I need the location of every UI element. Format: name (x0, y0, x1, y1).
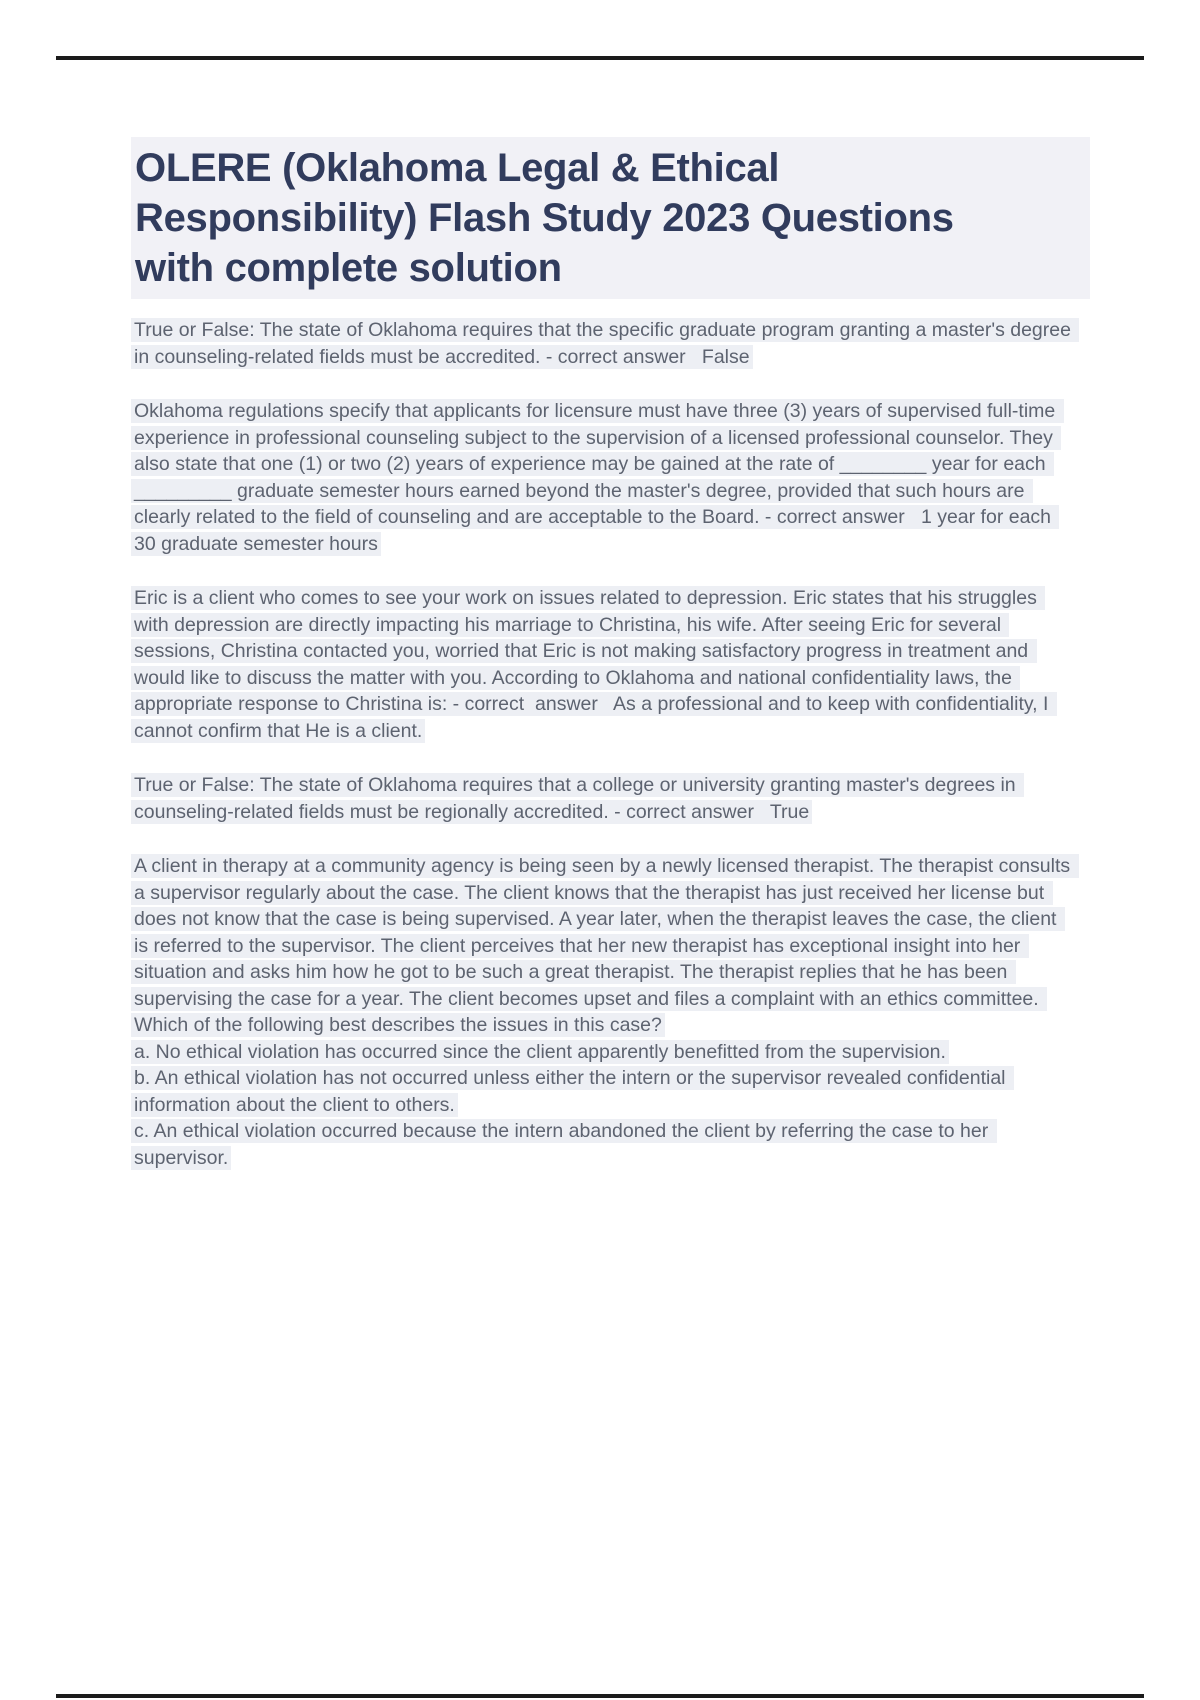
qa-line: A client in therapy at a community agency is being seen by a newly licensed therapist. The therapist consults a supervisor regularly about the case. The client knows that the therapist has just received her license but does not know that the case is being supervised. A year later, when the therapist leaves the case, the client is referred to the supervisor. The client perceives that her new therapist has exceptional insight into her situation and asks him how he got to be such a great therapist. The therapist replies that he has been supervising the case for a year. The client becomes upset and files a complaint with an ethics committee. Which of the following best describes the issues in this case? (131, 853, 1072, 1039)
page-title: OLERE (Oklahoma Legal & Ethical Responsibility) Flash Study 2023 Questions with complete solution (131, 137, 1090, 299)
qa-line: a. No ethical violation has occurred since the client apparently benefitted from the supervision. (131, 1039, 1072, 1066)
qa-line: c. An ethical violation occurred because the intern abandoned the client by referring the case to her supervisor. (131, 1118, 1072, 1171)
qa-line: Eric is a client who comes to see your work on issues related to depression. Eric states that his struggles with depression are directly impacting his marriage to Christina, his wife. After seeing Eric for several sessions, Christina contacted you, worried that Eric is not making satisfactory progress in treatment and would like to discuss the matter with you. According to Oklahoma and national confidentiality laws, the appropriate response to Christina is: - correct answer As a professional and to keep with confidentiality, I cannot confirm that He is a client. (131, 585, 1072, 744)
qa-block-1 (131, 317, 1090, 370)
bottom-rule (56, 1694, 1144, 1698)
qa-line: True or False: The state of Oklahoma requires that the specific graduate program granting a master's degree in counseling-related fields must be accredited. - correct answer False (131, 317, 1072, 370)
qa-line: Oklahoma regulations specify that applicants for licensure must have three (3) years of supervised full-time experience in professional counseling subject to the supervision of a licensed professional counselor. They also state that one (1) or two (2) years of experience may be gained at the rate of ________ year for each _________ graduate semester hours earned beyond the master's degree, provided that such hours are clearly related to the field of counseling and are acceptable to the Board. - correct answer 1 year for each 30 graduate semester hours (131, 398, 1072, 557)
qa-block-3 (131, 585, 1090, 744)
document-page (131, 137, 1090, 1199)
qa-block-5 (131, 853, 1090, 1171)
top-rule (56, 56, 1144, 60)
qa-line: b. An ethical violation has not occurred unless either the intern or the supervisor revealed confidential information about the client to others. (131, 1065, 1072, 1118)
qa-block-4 (131, 772, 1090, 825)
qa-block-2 (131, 398, 1090, 557)
qa-content (131, 317, 1090, 1171)
qa-line: True or False: The state of Oklahoma requires that a college or university granting master's degrees in counseling-related fields must be regionally accredited. - correct answer True (131, 772, 1072, 825)
